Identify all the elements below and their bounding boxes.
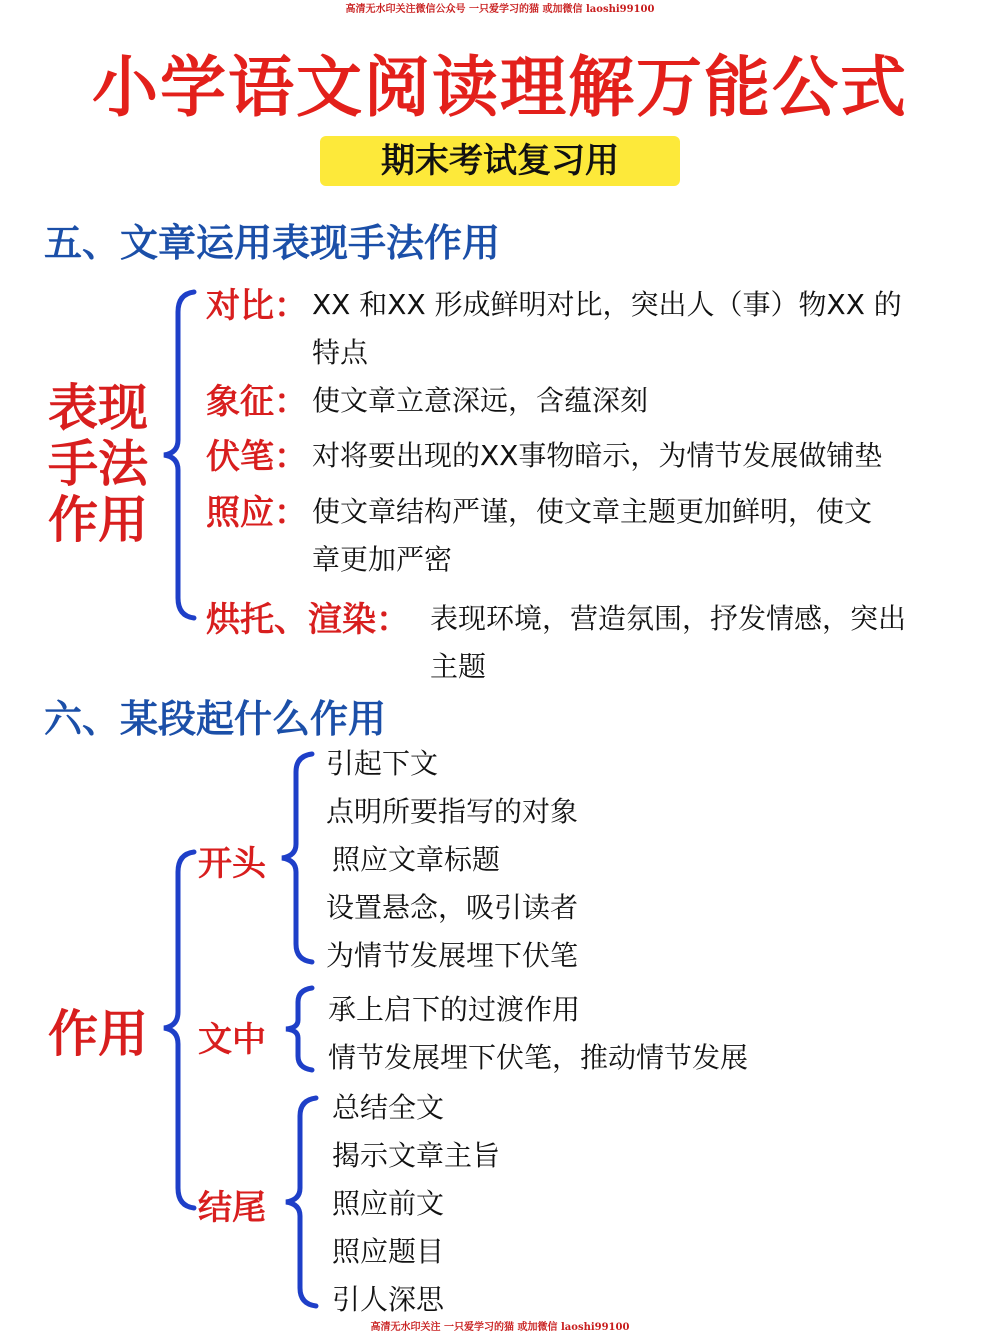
group-label-opening: 开头	[198, 844, 266, 884]
section-five-side-label	[48, 380, 148, 548]
technique-text: 使文章立意深远，含蕴深刻	[312, 384, 649, 417]
section-five-heading: 五、文章运用表现手法作用	[44, 220, 501, 265]
side-label-line: 作用	[48, 490, 148, 549]
opening-brace	[278, 752, 318, 964]
list-item: 为情节发展埋下伏笔	[326, 939, 579, 972]
technique-text: 使文章结构严谨，使文章主题更加鲜明，使文	[312, 495, 873, 528]
technique-label-foreshadow: 伏笔：	[206, 437, 308, 477]
side-label-line: 表现	[48, 378, 148, 437]
technique-label-set-off: 烘托、渲染：	[206, 600, 410, 640]
list-item: 引人深思	[332, 1283, 445, 1316]
list-item: 情节发展埋下伏笔，推动情节发展	[328, 1041, 749, 1074]
technique-text: 对将要出现的XX事物暗示，为情节发展做铺垫	[312, 439, 883, 472]
technique-text: 表现环境，营造氛围，抒发情感，突出	[430, 602, 907, 635]
middle-brace	[280, 986, 320, 1072]
section-six-side-label: 作用	[48, 1004, 148, 1063]
list-item: 总结全文	[332, 1091, 445, 1124]
technique-text: XX 和XX 形成鲜明对比，突出人（事）物XX 的	[312, 288, 902, 321]
list-item: 设置悬念，吸引读者	[326, 891, 579, 924]
page-title: 小学语文阅读理解万能公式	[92, 48, 908, 126]
technique-text: 主题	[430, 650, 487, 683]
ending-brace	[282, 1096, 322, 1308]
technique-label-echo: 照应：	[206, 493, 308, 533]
section-six-outer-brace	[160, 850, 200, 1210]
group-label-ending: 结尾	[198, 1188, 266, 1228]
list-item: 承上启下的过渡作用	[328, 993, 581, 1026]
section-five-brace	[160, 290, 200, 620]
list-item: 照应前文	[332, 1187, 445, 1220]
side-label-line: 手法	[48, 434, 148, 493]
technique-text: 特点	[312, 336, 369, 369]
group-label-middle: 文中	[198, 1020, 266, 1060]
list-item: 引起下文	[326, 747, 439, 780]
top-watermark: 高清无水印关注微信公众号 一只爱学习的猫 或加微信 laoshi99100	[345, 4, 655, 15]
technique-text: 章更加严密	[312, 543, 453, 576]
technique-label-symbol: 象征：	[206, 382, 308, 422]
page-subtitle: 期末考试复习用	[381, 141, 619, 181]
list-item: 照应文章标题	[332, 843, 501, 876]
list-item: 照应题目	[332, 1235, 445, 1268]
bottom-watermark: 高清无水印关注 一只爱学习的猫 或加微信 laoshi99100	[370, 1322, 630, 1333]
section-six-heading: 六、某段起什么作用	[44, 696, 387, 741]
list-item: 点明所要指写的对象	[326, 795, 579, 828]
technique-label-contrast: 对比：	[206, 286, 308, 326]
list-item: 揭示文章主旨	[332, 1139, 501, 1172]
